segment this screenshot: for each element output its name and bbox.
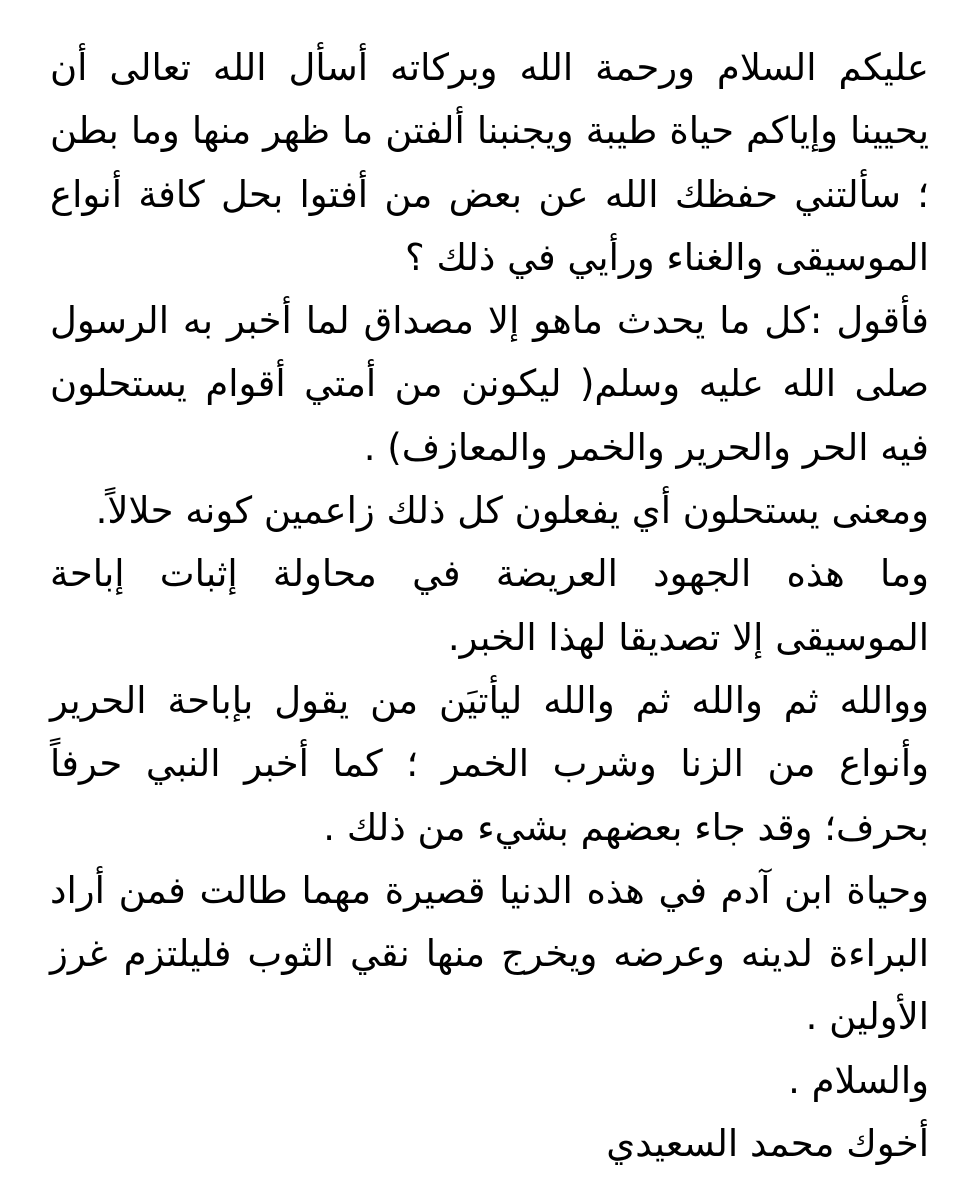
paragraph-meaning: ومعنى يستحلون أي يفعلون كل ذلك زاعمين كونه حلالاً. [95, 489, 929, 533]
paragraph-life-advice: وحياة ابن آدم في هذه الدنيا قصيرة مهما طالت فمن أراد البراءة لدينه وعرضه ويخرج منها نقي الثوب فليلتزم غرز الأولين . [50, 868, 929, 1039]
letter-body [50, 36, 929, 1175]
paragraph-music-efforts: وما هذه الجهود العريضة في محاولة إثبات إباحة الموسيقى إلا تصديقا لهذا الخبر. [50, 552, 929, 659]
paragraph-oath: ووالله ثم والله ثم والله ليأتيَن من يقول بإباحة الحرير وأنواع من الزنا وشرب الخمر ؛ كما أخبر النبي حرفاً بحرف؛ وقد جاء بعضهم بشيء من ذلك . [50, 678, 929, 849]
paragraph-greeting-question: عليكم السلام ورحمة الله وبركاته أسأل الله تعالى أن يحيينا وإياكم حياة طيبة ويجنبنا ألفتن ما ظهر منها وما بطن ؛ سألتني حفظك الله عن بعض من أفتوا بحل كافة أنواع الموسيقى والغناء ورأيي في ذلك ؟ [50, 46, 929, 279]
paragraph-answer-hadith: فأقول :كل ما يحدث ماهو إلا مصداق لما أخبر به الرسول صلى الله عليه وسلم( ليكونن من أمتي أقوام يستحلون فيه الحر والحرير والخمر والمعازف) . [50, 299, 929, 469]
paragraph-signature: أخوك محمد السعيدي [606, 1122, 929, 1166]
paragraph-closing: والسلام . [788, 1058, 929, 1102]
